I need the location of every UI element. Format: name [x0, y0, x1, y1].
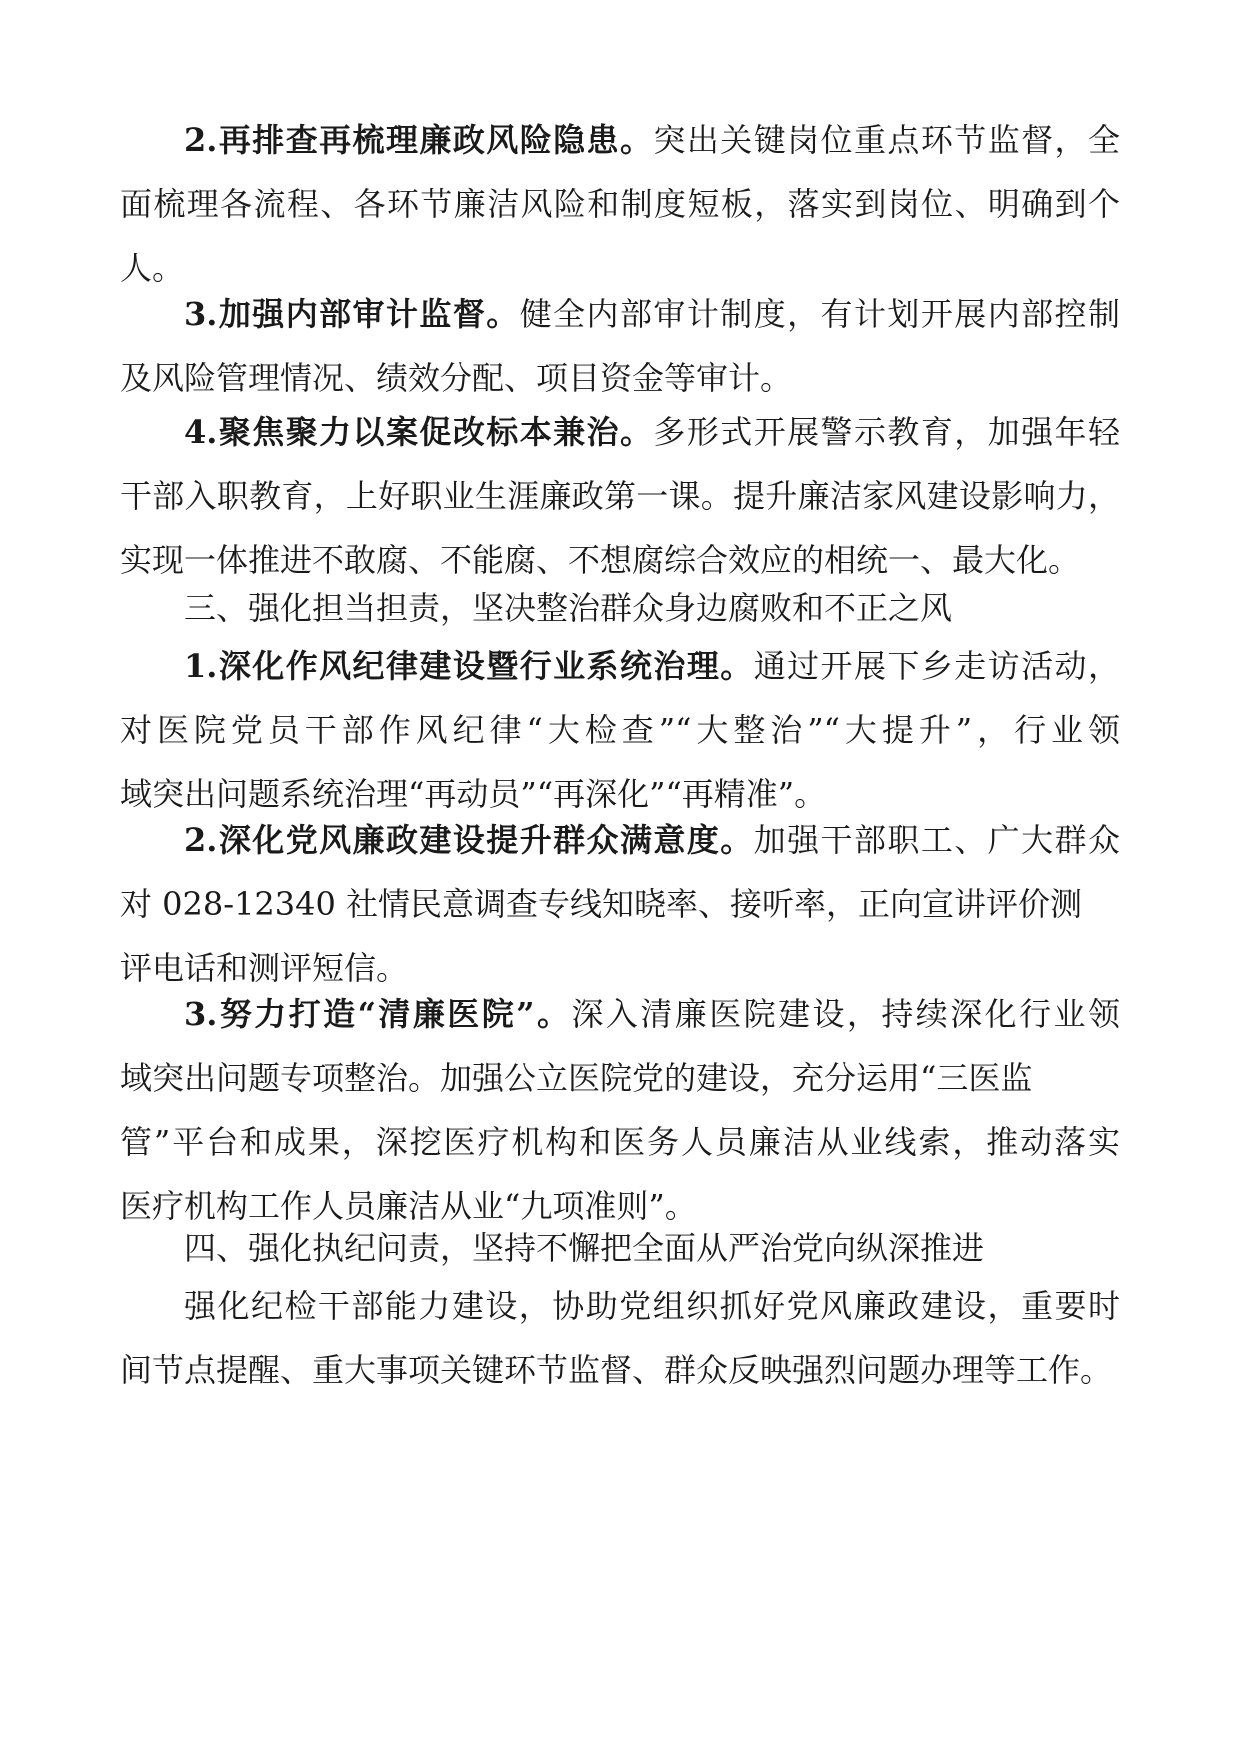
paragraph-line: 3.努力打造“清廉医院”。深入清廉医院建设，持续深化行业领 — [184, 995, 1120, 1033]
paragraph-line: 2.再排查再梳理廉政风险隐患。突出关键岗位重点环节监督，全 — [184, 121, 1120, 159]
paragraph-line: 实现一体推进不敢腐、不能腐、不想腐综合效应的相统一、最大化。 — [120, 541, 1081, 579]
paragraph-line: 间节点提醒、重大事项关键环节监督、群众反映强烈问题办理等工作。 — [120, 1351, 1113, 1389]
paragraph-line: 干部入职教育，上好职业生涯廉政第一课。提升廉洁家风建设影响力， — [120, 477, 1120, 515]
item-work-style — [120, 634, 1120, 826]
paragraph-line: 面梳理各流程、各环节廉洁风险和制度短板，落实到岗位、明确到个 — [120, 185, 1120, 223]
section-title: 三、强化担当担责，坚决整治群众身边腐败和不正之风 — [184, 589, 953, 627]
paragraph-line: 评电话和测评短信。 — [120, 949, 409, 987]
paragraph-line: 3.加强内部审计监督。健全内部审计制度，有计划开展内部控制 — [184, 295, 1120, 333]
item-heading: 4.聚焦聚力以案促改标本兼治。 — [184, 413, 654, 451]
paragraph-line: 强化纪检干部能力建设，协助党组织抓好党风廉政建设，重要时 — [184, 1287, 1120, 1325]
item-case-reform — [120, 400, 1120, 592]
section-heading-3 — [120, 576, 1120, 640]
section-title: 四、强化执纪问责，坚持不懈把全面从严治党向纵深推进 — [184, 1229, 985, 1267]
paragraph-line: 4.聚焦聚力以案促改标本兼治。多形式开展警示教育，加强年轻 — [184, 413, 1120, 451]
item-heading: 2.深化党风廉政建设提升群众满意度。 — [184, 821, 754, 859]
paragraph-line: 及风险管理情况、绩效分配、项目资金等审计。 — [120, 359, 793, 397]
paragraph-line: 对医院党员干部作风纪律“大检查”“大整治”“大提升”，行业领 — [120, 711, 1120, 749]
item-heading: 2.再排查再梳理廉政风险隐患。 — [184, 121, 654, 159]
item-heading: 1.深化作风纪律建设暨行业系统治理。 — [184, 647, 754, 685]
paragraph-line: 人。 — [120, 249, 185, 287]
item-clean-hospital — [120, 982, 1120, 1238]
paragraph-line: 管”平台和成果，深挖医疗机构和医务人员廉洁从业线索，推动落实 — [120, 1123, 1120, 1161]
paragraph-line: 1.深化作风纪律建设暨行业系统治理。通过开展下乡走访活动， — [184, 647, 1120, 685]
paragraph-line: 域突出问题系统治理“再动员”“再深化”“再精准”。 — [120, 775, 827, 813]
item-heading: 3.加强内部审计监督。 — [184, 295, 520, 333]
closing-paragraph — [120, 1274, 1120, 1402]
paragraph-line: 对 028-12340 社情民意调查专线知晓率、接听率，正向宣讲评价测 — [120, 885, 1083, 923]
paragraph-line: 2.深化党风廉政建设提升群众满意度。加强干部职工、广大群众 — [184, 821, 1120, 859]
item-public-satisfaction — [120, 808, 1120, 1000]
item-heading: 3.努力打造“清廉医院”。 — [184, 995, 572, 1033]
item-risk-review — [120, 108, 1120, 300]
paragraph-line: 医疗机构工作人员廉洁从业“九项准则”。 — [120, 1187, 697, 1225]
section-heading-4 — [120, 1216, 1120, 1280]
item-internal-audit — [120, 282, 1120, 410]
paragraph-line: 域突出问题专项整治。加强公立医院党的建设，充分运用“三医监 — [120, 1059, 1033, 1097]
